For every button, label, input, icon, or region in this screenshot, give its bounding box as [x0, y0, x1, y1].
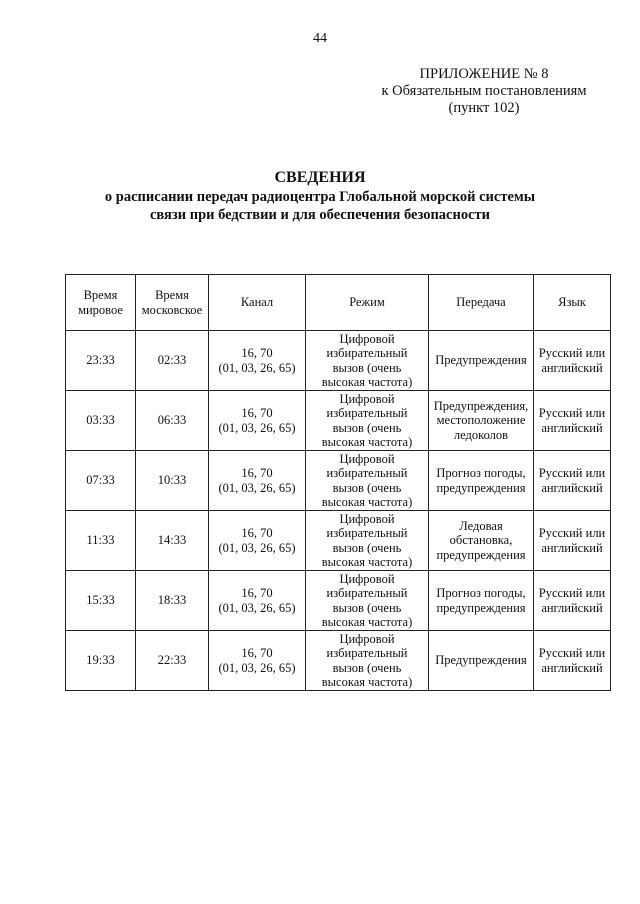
- header-channel: [209, 275, 306, 331]
- cell-line: Цифровой: [339, 391, 395, 406]
- document-heading: [0, 168, 640, 224]
- cell-transmission: [429, 331, 534, 391]
- cell-transmission: [429, 451, 534, 511]
- cell-line: вызов (очень: [332, 360, 402, 375]
- cell-line: высокая частота): [321, 615, 413, 629]
- header-text: Режим: [349, 295, 385, 310]
- cell-language: [534, 331, 611, 391]
- cell-line: предупреждения: [436, 600, 526, 615]
- cell-line: Предупреждения,: [433, 398, 529, 413]
- cell-utc-time: 11:33: [66, 511, 136, 571]
- cell-line: английский: [541, 360, 603, 375]
- appendix-clause: (пункт 102): [448, 100, 520, 116]
- cell-line: избирательный: [326, 346, 408, 360]
- cell-line: Цифровой: [339, 451, 395, 466]
- cell-line: Прогноз погоды,: [436, 466, 526, 480]
- cell-line: избирательный: [326, 586, 408, 600]
- cell-mode: [306, 511, 429, 571]
- cell-line: 16, 70: [241, 586, 273, 600]
- header-text: Язык: [558, 295, 586, 310]
- cell-transmission: [429, 631, 534, 691]
- cell-line: высокая частота): [321, 375, 413, 389]
- table-row: [66, 451, 611, 511]
- cell-line: Цифровой: [339, 571, 395, 586]
- header-utc-time: [66, 275, 136, 331]
- table-row: [66, 571, 611, 631]
- cell-language: [534, 511, 611, 571]
- table-row: [66, 391, 611, 451]
- cell-line: избирательный: [326, 646, 408, 660]
- cell-language: [534, 571, 611, 631]
- appendix-subtitle: к Обязательным постановлениям: [381, 83, 587, 99]
- cell-channel: [209, 451, 306, 511]
- cell-language: [534, 631, 611, 691]
- document-subtitle-line-2: связи при бедствии и для обеспечения безопасности: [149, 207, 491, 223]
- cell-channel: [209, 631, 306, 691]
- cell-line: местоположение: [436, 413, 526, 428]
- cell-transmission: [429, 391, 534, 451]
- cell-line: вызов (очень: [332, 540, 402, 555]
- cell-line: английский: [541, 540, 603, 555]
- cell-line: 16, 70: [241, 346, 273, 360]
- cell-line: высокая частота): [321, 555, 413, 569]
- header-text: Время: [83, 288, 118, 302]
- cell-line: (01, 03, 26, 65): [218, 420, 296, 435]
- cell-line: Русский или: [538, 346, 606, 360]
- cell-line: Предупреждения: [435, 653, 527, 668]
- cell-line: (01, 03, 26, 65): [218, 360, 296, 375]
- cell-line: английский: [541, 480, 603, 495]
- document-subtitle-line-1: о расписании передач радиоцентра Глобальной морской системы: [104, 189, 536, 205]
- cell-line: (01, 03, 26, 65): [218, 660, 296, 675]
- cell-line: Русский или: [538, 646, 606, 660]
- cell-line: высокая частота): [321, 675, 413, 689]
- cell-channel: [209, 571, 306, 631]
- header-text: Время: [155, 288, 189, 302]
- cell-line: высокая частота): [321, 495, 413, 509]
- cell-line: английский: [541, 420, 603, 435]
- cell-transmission: [429, 511, 534, 571]
- cell-line: Русский или: [538, 406, 606, 420]
- table-row: [66, 631, 611, 691]
- cell-transmission: [429, 571, 534, 631]
- cell-line: избирательный: [326, 526, 408, 540]
- cell-line: (01, 03, 26, 65): [218, 480, 296, 495]
- cell-line: Русский или: [538, 586, 606, 600]
- page-number: 44: [313, 31, 327, 46]
- cell-line: Прогноз погоды,: [436, 586, 526, 600]
- cell-utc-time: 19:33: [66, 631, 136, 691]
- cell-mode: [306, 391, 429, 451]
- cell-channel: [209, 511, 306, 571]
- cell-moscow-time: 22:33: [136, 631, 209, 691]
- cell-mode: [306, 631, 429, 691]
- cell-mode: [306, 451, 429, 511]
- cell-line: 16, 70: [241, 466, 273, 480]
- cell-line: 16, 70: [241, 526, 273, 540]
- cell-line: вызов (очень: [332, 420, 402, 435]
- header-text: Передача: [456, 295, 506, 310]
- cell-utc-time: 03:33: [66, 391, 136, 451]
- cell-utc-time: 07:33: [66, 451, 136, 511]
- cell-line: (01, 03, 26, 65): [218, 540, 296, 555]
- schedule-table: [65, 274, 611, 691]
- document-title: СВЕДЕНИЯ: [274, 169, 366, 186]
- cell-moscow-time: 02:33: [136, 331, 209, 391]
- cell-mode: [306, 571, 429, 631]
- cell-line: вызов (очень: [332, 480, 402, 495]
- header-language: [534, 275, 611, 331]
- cell-line: Ледовая: [459, 518, 503, 533]
- cell-language: [534, 391, 611, 451]
- cell-line: избирательный: [326, 466, 408, 480]
- cell-utc-time: 23:33: [66, 331, 136, 391]
- cell-line: предупреждения: [436, 480, 526, 495]
- cell-channel: [209, 331, 306, 391]
- cell-line: Цифровой: [339, 631, 395, 646]
- cell-line: вызов (очень: [332, 660, 402, 675]
- table-row: [66, 511, 611, 571]
- cell-line: (01, 03, 26, 65): [218, 600, 296, 615]
- cell-line: высокая частота): [321, 435, 413, 449]
- header-transmission: [429, 275, 534, 331]
- header-mode: [306, 275, 429, 331]
- header-moscow-time: [136, 275, 209, 331]
- cell-line: 16, 70: [241, 646, 273, 660]
- cell-line: Предупреждения: [435, 353, 527, 368]
- cell-utc-time: 15:33: [66, 571, 136, 631]
- cell-line: вызов (очень: [332, 600, 402, 615]
- cell-channel: [209, 391, 306, 451]
- table-header-row: [66, 275, 611, 331]
- cell-line: Русский или: [538, 466, 606, 480]
- cell-line: Цифровой: [339, 511, 395, 526]
- cell-line: предупреждения: [436, 547, 526, 562]
- appendix-reference: [364, 66, 604, 117]
- cell-line: Цифровой: [339, 331, 395, 346]
- cell-line: 16, 70: [241, 406, 273, 420]
- cell-line: английский: [541, 660, 603, 675]
- appendix-title: ПРИЛОЖЕНИЕ № 8: [419, 66, 549, 82]
- cell-moscow-time: 14:33: [136, 511, 209, 571]
- cell-mode: [306, 331, 429, 391]
- cell-language: [534, 451, 611, 511]
- cell-moscow-time: 18:33: [136, 571, 209, 631]
- cell-line: Русский или: [538, 526, 606, 540]
- cell-moscow-time: 10:33: [136, 451, 209, 511]
- cell-line: избирательный: [326, 406, 408, 420]
- table-row: [66, 331, 611, 391]
- cell-line: обстановка,: [449, 533, 513, 548]
- header-text: московское: [141, 302, 203, 317]
- header-text: Канал: [240, 295, 274, 310]
- cell-line: ледоколов: [453, 427, 509, 442]
- header-text: мировое: [78, 302, 123, 317]
- cell-line: английский: [541, 600, 603, 615]
- cell-moscow-time: 06:33: [136, 391, 209, 451]
